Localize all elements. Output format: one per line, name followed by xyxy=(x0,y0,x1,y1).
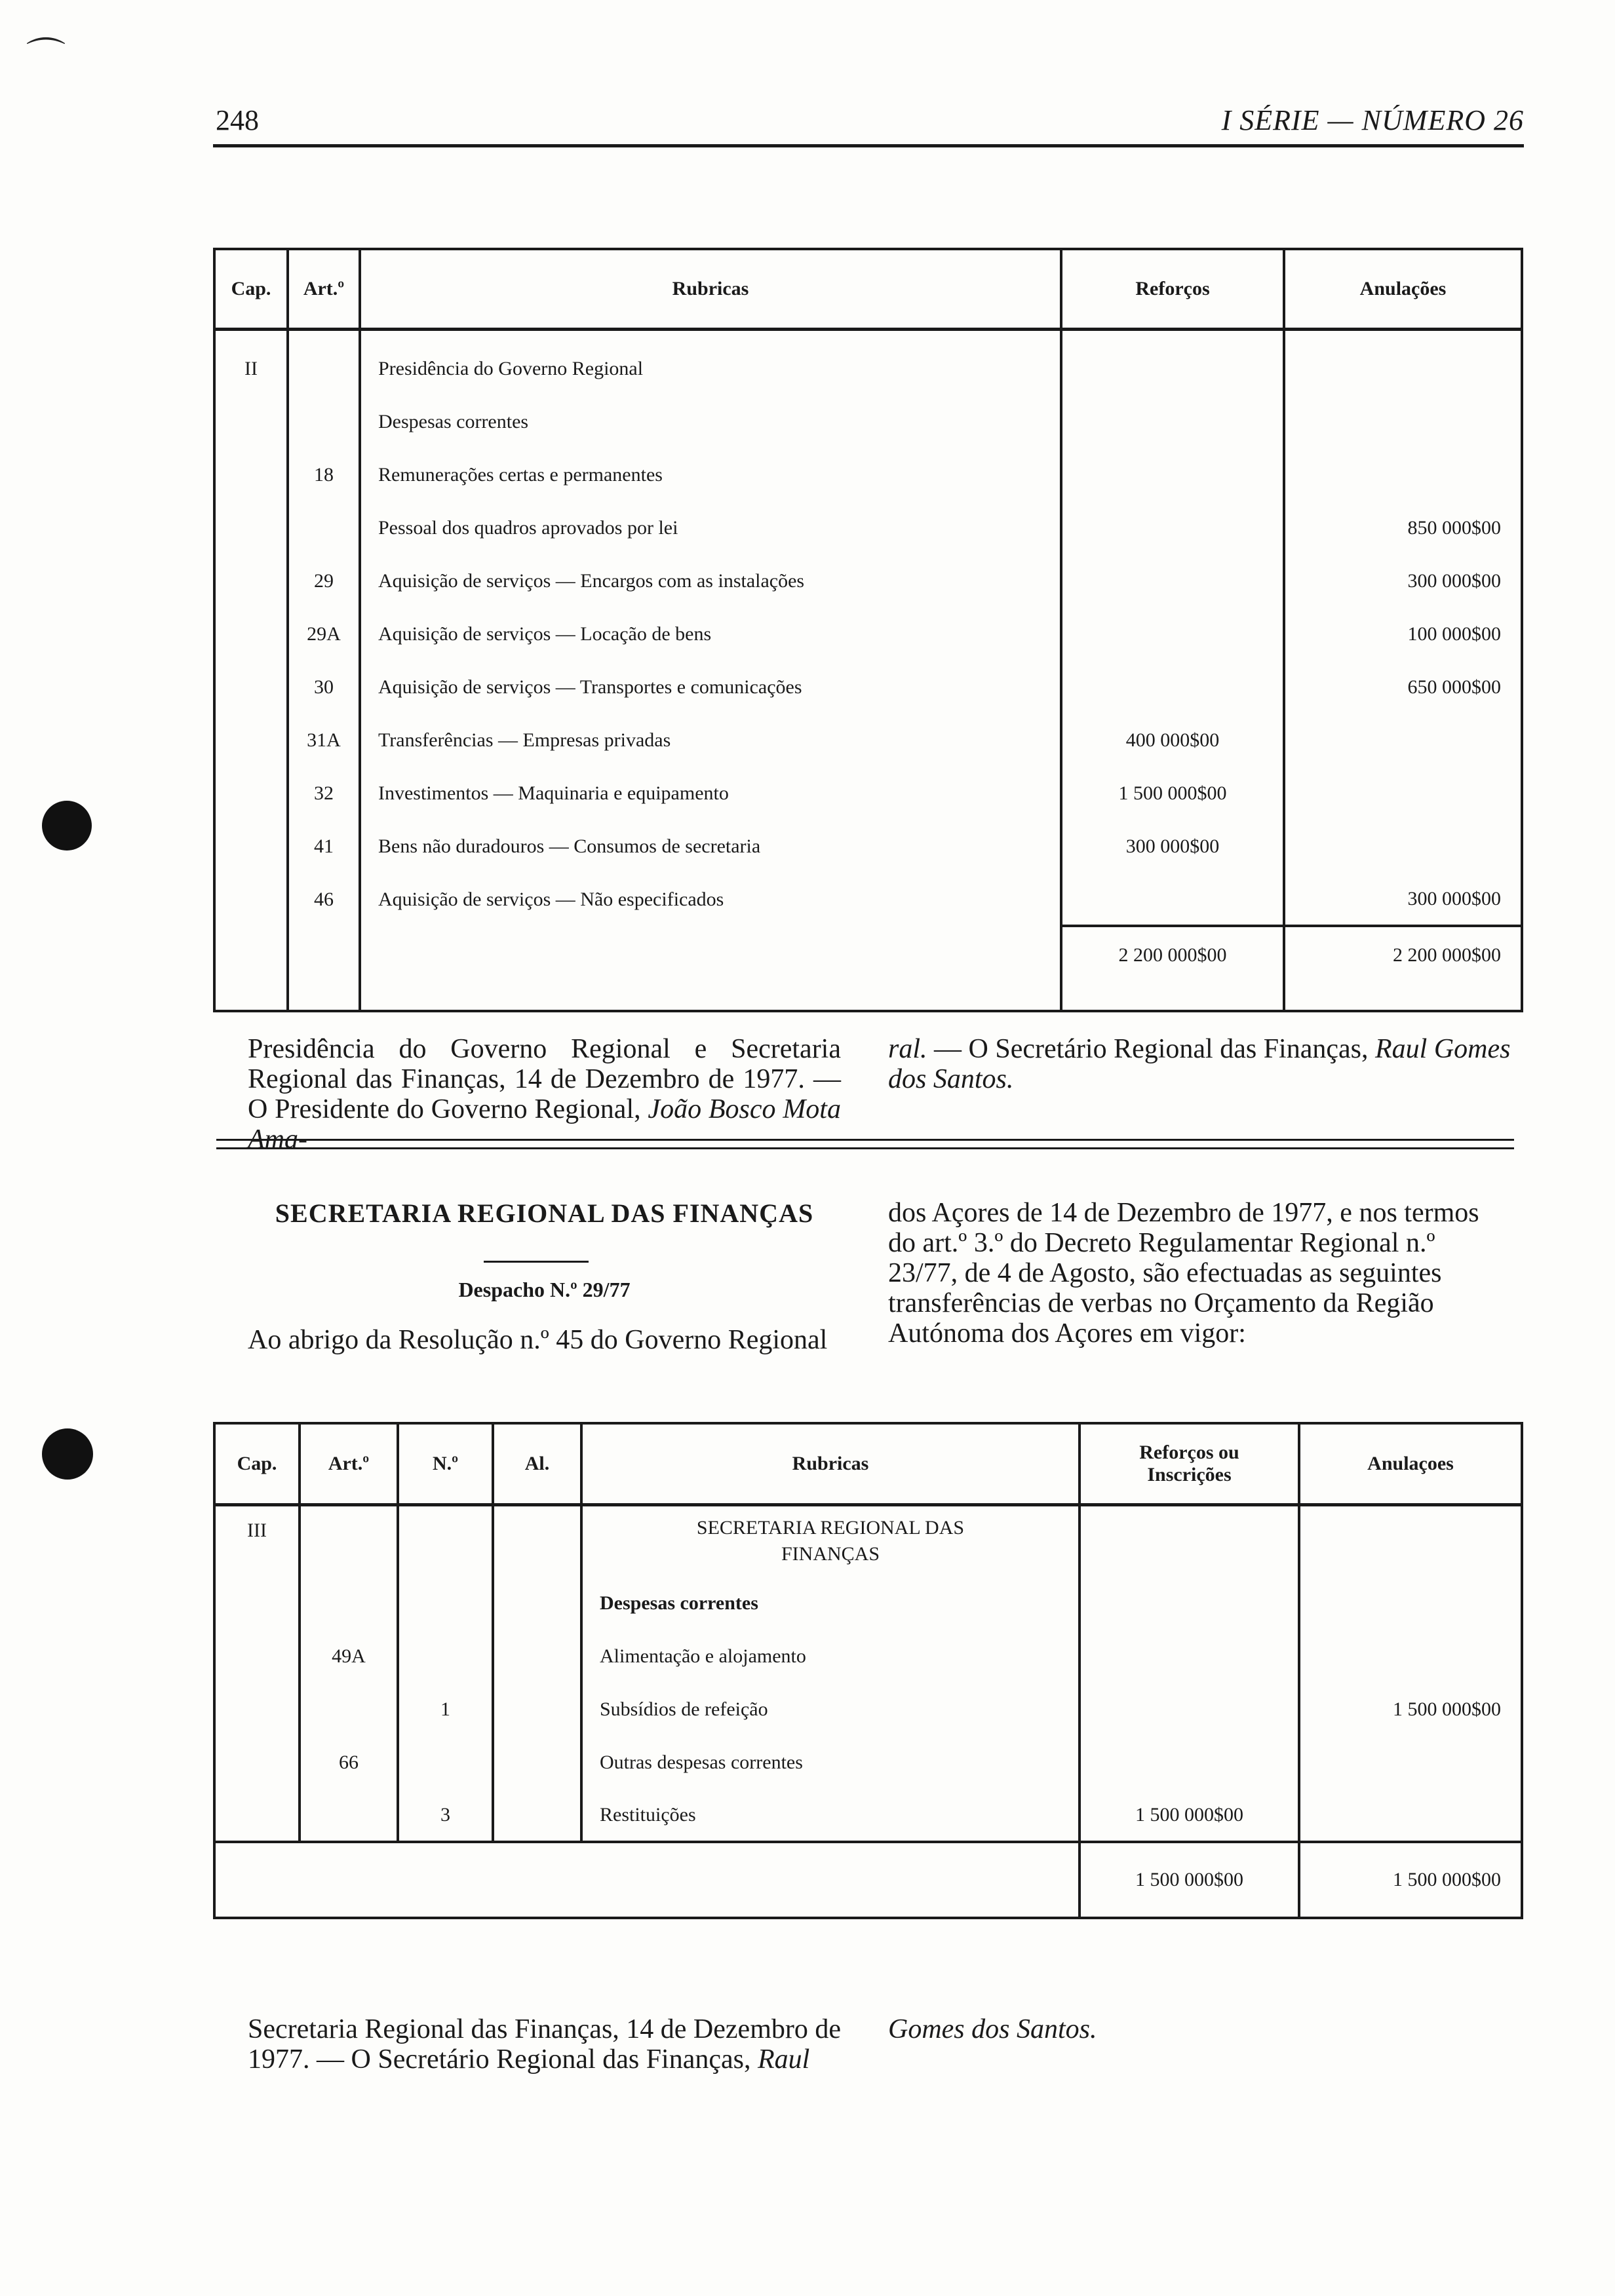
cell-al xyxy=(493,1630,581,1683)
cell-num xyxy=(398,1736,493,1789)
col-header-rubricas: Rubricas xyxy=(360,249,1061,329)
scan-mark-top-left: ⌒ xyxy=(26,36,66,79)
cell-reforco xyxy=(1061,660,1284,714)
table-row xyxy=(214,1630,1522,1683)
cell-reforco xyxy=(1061,873,1284,926)
cell-rubrica: SECRETARIA REGIONAL DAS FINANÇAS xyxy=(581,1504,1080,1577)
cell-num: 3 xyxy=(398,1789,493,1842)
page-header xyxy=(213,98,1524,147)
col-header-reforcos-inscricoes: Reforços ou Inscrições xyxy=(1080,1423,1299,1504)
cell-rubrica: Remunerações certas e permanentes xyxy=(360,448,1061,501)
cell-reforco: 400 000$00 xyxy=(1061,714,1284,767)
cell-anulacao xyxy=(1284,714,1522,767)
table-row xyxy=(214,820,1522,873)
col-header-al: Al. xyxy=(493,1423,581,1504)
cell-anulacao: 100 000$00 xyxy=(1284,607,1522,660)
cell-rubrica: Bens não duradouros — Consumos de secretaria xyxy=(360,820,1061,873)
spacer-cell xyxy=(288,329,360,342)
col-header-reforcos: Reforços xyxy=(1061,249,1284,329)
cell-anulacao: 850 000$00 xyxy=(1284,501,1522,554)
cell-cap xyxy=(214,1577,300,1630)
cell-anulacao: 1 500 000$00 xyxy=(1299,1683,1522,1736)
signature-block-2-right xyxy=(888,2014,1511,2044)
cell-anulacao xyxy=(1299,1736,1522,1789)
cell-rubrica: Aquisição de serviços — Transportes e comunicações xyxy=(360,660,1061,714)
cell-cap xyxy=(214,714,288,767)
cell-rubrica: Alimentação e alojamento xyxy=(581,1630,1080,1683)
cell-reforco xyxy=(1061,395,1284,448)
table-row xyxy=(214,1683,1522,1736)
total-anulacoes: 2 200 000$00 xyxy=(1284,926,1522,1011)
col-header-num: N.º xyxy=(398,1423,493,1504)
signature-2-text: Secretaria Regional das Finanças, 14 de Dezembro de 1977. — O Secretário Regional das Finanças, xyxy=(248,2014,841,2075)
cell-reforco: 1 500 000$00 xyxy=(1061,767,1284,820)
cell-art: 18 xyxy=(288,448,360,501)
cell-cap: III xyxy=(214,1504,300,1577)
total-anulacoes: 1 500 000$00 xyxy=(1299,1842,1522,1918)
cell-anulacao xyxy=(1299,1504,1522,1577)
spacer-cell xyxy=(1284,329,1522,342)
punch-hole-1 xyxy=(42,801,92,851)
cell-rubrica: Subsídios de refeição xyxy=(581,1683,1080,1736)
col-header-art: Art.º xyxy=(288,249,360,329)
cell-art: 30 xyxy=(288,660,360,714)
signature-block-1-right xyxy=(888,1034,1511,1094)
table-row xyxy=(214,767,1522,820)
cell-art xyxy=(300,1683,398,1736)
total-row xyxy=(214,1842,1522,1918)
cell-reforco: 300 000$00 xyxy=(1061,820,1284,873)
cell-anulacao xyxy=(1299,1630,1522,1683)
cell-anulacao: 650 000$00 xyxy=(1284,660,1522,714)
cell-reforco xyxy=(1080,1630,1299,1683)
table-row xyxy=(214,448,1522,501)
table-row xyxy=(214,342,1522,395)
table-row xyxy=(214,501,1522,554)
col-header-anulacoes: Anulaçoes xyxy=(1299,1423,1522,1504)
spacer-cell xyxy=(1061,329,1284,342)
cell-cap xyxy=(214,926,288,1011)
cell-cap: II xyxy=(214,342,288,395)
cell-art xyxy=(300,1789,398,1842)
cell-art xyxy=(288,926,360,1011)
cell-cap xyxy=(214,554,288,607)
cell-rubrica: Aquisição de serviços — Não especificados xyxy=(360,873,1061,926)
budget-table-1 xyxy=(213,248,1523,1012)
table-row xyxy=(214,873,1522,926)
spacer-cell xyxy=(214,329,288,342)
cell-anulacao xyxy=(1299,1789,1522,1842)
signature-2-name-part: Raul xyxy=(757,2044,810,2075)
signature-block-2-left xyxy=(248,2014,841,2075)
table-header-row xyxy=(214,249,1522,329)
cell-cap xyxy=(214,1789,300,1842)
cell-cap xyxy=(214,1736,300,1789)
cell-anulacao xyxy=(1284,342,1522,395)
cell-cap xyxy=(214,1630,300,1683)
cell-anulacao: 300 000$00 xyxy=(1284,873,1522,926)
cell-cap xyxy=(214,607,288,660)
signature-1-text: Presidência do Governo Regional e Secretaria Regional das Finanças, 14 de Dezembro de 1977. — O Presidente do Governo Regional, xyxy=(248,1034,841,1124)
table-header-row xyxy=(214,1423,1522,1504)
table-row xyxy=(214,1789,1522,1842)
cell-anulacao xyxy=(1284,448,1522,501)
cell-reforco xyxy=(1061,448,1284,501)
signature-block-1-left xyxy=(248,1034,841,1155)
table-row xyxy=(214,660,1522,714)
cell-cap xyxy=(214,873,288,926)
cell-cap xyxy=(214,660,288,714)
cell-reforco xyxy=(1080,1736,1299,1789)
cell-cap xyxy=(214,448,288,501)
budget-table-2 xyxy=(213,1422,1523,1919)
cell-anulacao xyxy=(1299,1577,1522,1630)
table-row xyxy=(214,1577,1522,1630)
total-reforcos: 1 500 000$00 xyxy=(1080,1842,1299,1918)
cell-num xyxy=(398,1630,493,1683)
cell-art: 41 xyxy=(288,820,360,873)
cell-cap xyxy=(214,395,288,448)
cell-reforco xyxy=(1061,607,1284,660)
cell-cap xyxy=(214,820,288,873)
despacho-title: Despacho N.º 29/77 xyxy=(458,1278,631,1301)
section-title: SECRETARIA REGIONAL DAS FINANÇAS xyxy=(275,1198,814,1228)
cell-anulacao: 300 000$00 xyxy=(1284,554,1522,607)
cell-anulacao xyxy=(1284,820,1522,873)
cell-art: 46 xyxy=(288,873,360,926)
cell-reforco xyxy=(1080,1577,1299,1630)
cell-al xyxy=(493,1683,581,1736)
cell-anulacao xyxy=(1284,767,1522,820)
page-number: 248 xyxy=(216,104,259,136)
col-header-rubricas: Rubricas xyxy=(581,1423,1080,1504)
table-row xyxy=(214,607,1522,660)
table-row xyxy=(214,1504,1522,1577)
signature-1-right-name: Raul Gomes dos Santos. xyxy=(888,1034,1511,1094)
table-row xyxy=(214,1736,1522,1789)
cell-art: 66 xyxy=(300,1736,398,1789)
intro-left: Ao abrigo da Resolução n.º 45 do Governo Regional xyxy=(248,1325,828,1355)
col-header-anulacoes: Anulações xyxy=(1284,249,1522,329)
cell-art: 32 xyxy=(288,767,360,820)
cell-art xyxy=(288,342,360,395)
cell-rubrica: Transferências — Empresas privadas xyxy=(360,714,1061,767)
cell-reforco xyxy=(1061,342,1284,395)
short-rule xyxy=(484,1261,589,1263)
cell-num xyxy=(398,1577,493,1630)
cell-al xyxy=(493,1789,581,1842)
cell-rubrica: Despesas correntes xyxy=(581,1577,1080,1630)
cell-cap xyxy=(214,1683,300,1736)
cell-al xyxy=(493,1577,581,1630)
cell-art: 29 xyxy=(288,554,360,607)
cell-art xyxy=(288,501,360,554)
table-row xyxy=(214,395,1522,448)
cell-art xyxy=(300,1577,398,1630)
cell-rubrica: Presidência do Governo Regional xyxy=(360,342,1061,395)
cell-anulacao xyxy=(1284,395,1522,448)
cell-rubrica: Investimentos — Maquinaria e equipamento xyxy=(360,767,1061,820)
cell-art xyxy=(288,395,360,448)
cell-rubrica xyxy=(360,926,1061,1011)
cell-cap xyxy=(214,501,288,554)
cell-reforco: 1 500 000$00 xyxy=(1080,1789,1299,1842)
spacer-cell xyxy=(360,329,1061,342)
cell-rubrica: Despesas correntes xyxy=(360,395,1061,448)
cell-al xyxy=(493,1736,581,1789)
cell-reforco xyxy=(1080,1504,1299,1577)
total-label-cell xyxy=(214,1842,1080,1918)
cell-cap xyxy=(214,767,288,820)
cell-art xyxy=(300,1504,398,1577)
signature-1-right-text: — O Secretário Regional das Finanças, xyxy=(927,1034,1375,1064)
punch-hole-2 xyxy=(42,1428,93,1480)
col-header-art: Art.º xyxy=(300,1423,398,1504)
cell-art: 31A xyxy=(288,714,360,767)
cell-rubrica: Aquisição de serviços — Locação de bens xyxy=(360,607,1061,660)
cell-reforco xyxy=(1061,501,1284,554)
cell-art: 49A xyxy=(300,1630,398,1683)
table-row xyxy=(214,714,1522,767)
cell-al xyxy=(493,1504,581,1577)
cell-art: 29A xyxy=(288,607,360,660)
total-row xyxy=(214,926,1522,1011)
col-header-cap: Cap. xyxy=(214,1423,300,1504)
section-separator xyxy=(216,1139,1514,1149)
cell-rubrica: Outras despesas correntes xyxy=(581,1736,1080,1789)
cell-rubrica: Aquisição de serviços — Encargos com as instalações xyxy=(360,554,1061,607)
cell-rubrica: Pessoal dos quadros aprovados por lei xyxy=(360,501,1061,554)
col-header-cap: Cap. xyxy=(214,249,288,329)
signature-1-name-part: João Bosco Mota Ama- xyxy=(248,1094,841,1155)
total-reforcos: 2 200 000$00 xyxy=(1061,926,1284,1011)
cell-reforco xyxy=(1061,554,1284,607)
signature-1-name-end: ral. xyxy=(888,1034,927,1064)
series-label: I SÉRIE — NÚMERO 26 xyxy=(1221,104,1524,136)
cell-rubrica: Restituições xyxy=(581,1789,1080,1842)
cell-num xyxy=(398,1504,493,1577)
table-row xyxy=(214,554,1522,607)
intro-right: dos Açores de 14 de Dezembro de 1977, e nos termos do art.º 3.º do Decreto Regulamentar Regional n.º 23/77, de 4 de Agosto, são efectuadas as seguintes transferências de verbas no Orçamento da Região Autónoma dos Açores em vigor: xyxy=(888,1198,1479,1349)
cell-num: 1 xyxy=(398,1683,493,1736)
signature-2-name-end: Gomes dos Santos. xyxy=(888,2014,1097,2044)
cell-reforco xyxy=(1080,1683,1299,1736)
